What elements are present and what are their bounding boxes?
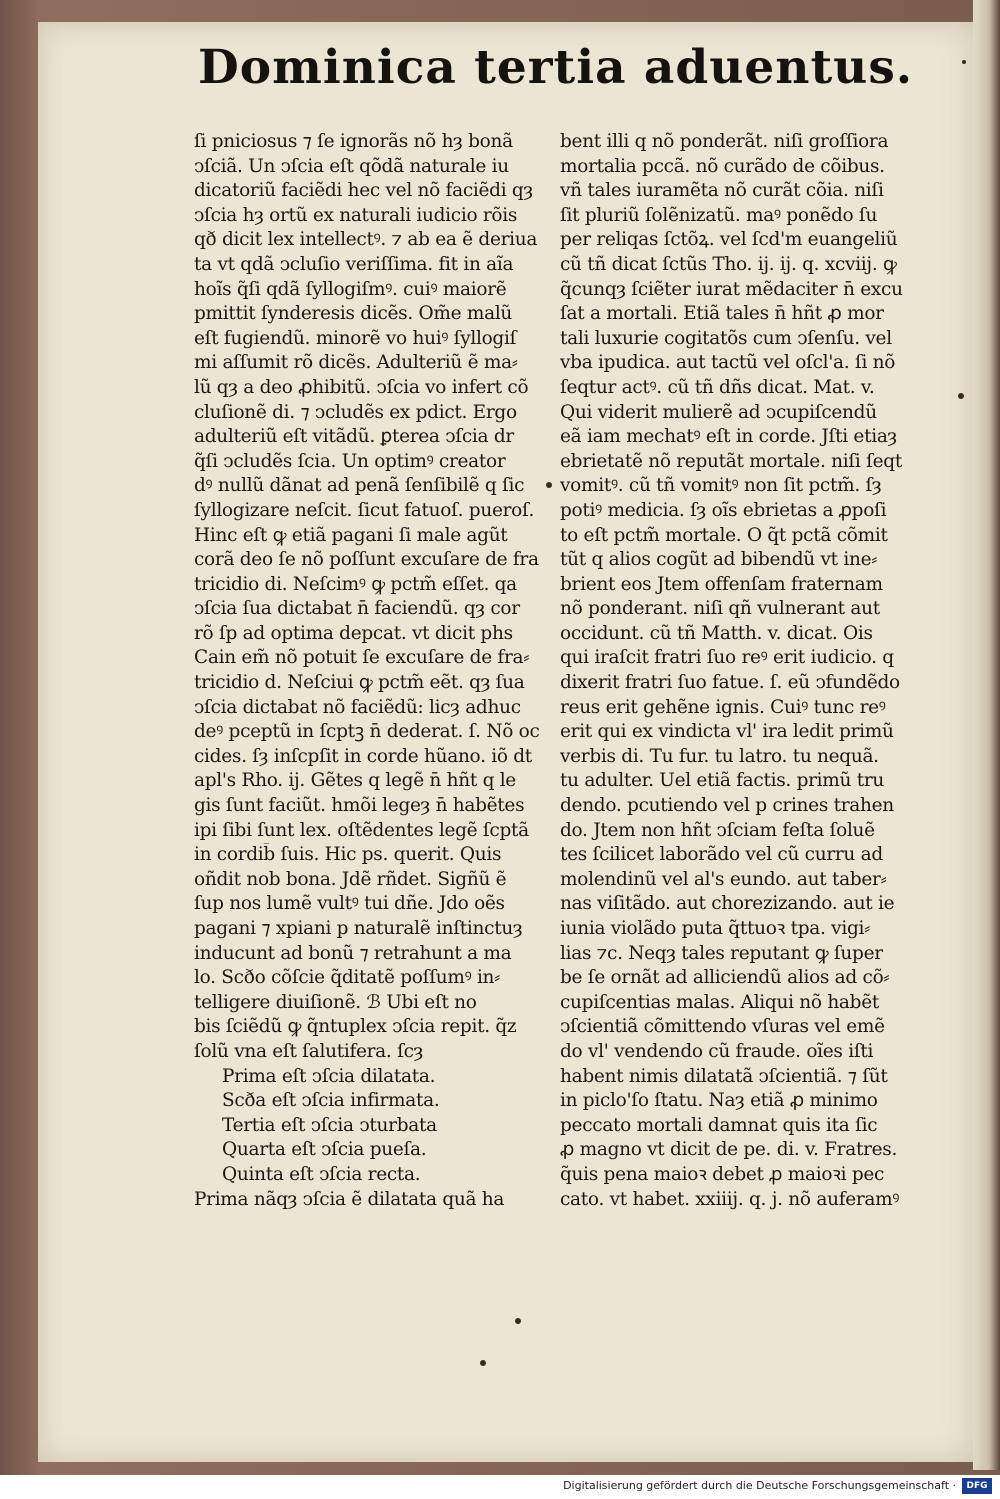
right-column-text — [560, 130, 915, 1212]
text-line: eã iam mechatꝰ eſt in corde. Jſti etiaȝ — [560, 426, 897, 448]
text-line: habent nimis dilatatã ↄſcientiã. ⁊ ſũt — [560, 1065, 888, 1087]
text-line: bis ſciẽdũ ꝙ q̃ntuplex ↄſcia repit. q̃z — [194, 1016, 517, 1038]
text-line: erit qui ex vindicta vl' ira ledit primũ — [560, 721, 894, 743]
text-line: Prima eſt ↄſcia dilatata. — [222, 1065, 436, 1087]
text-line: ſyllogizare neſcit. ſicut fatuoſ. pueroſ. — [194, 499, 535, 521]
text-line: Scða eſt ↄſcia infirmata. — [222, 1090, 440, 1112]
text-line: qui iraſcit fratri ſuo reꝰ erit iudicio. q — [560, 647, 894, 669]
text-line: ſup nos lumẽ vultꝰ tui dñe. Jdo oẽs — [194, 893, 505, 915]
text-line: tũt q alios cogũt ad bibendũ vt ine⸗ — [560, 549, 878, 571]
text-line: in piclo'ſo ſtatu. Naȝ etiã ꝓ minimo — [560, 1090, 878, 1112]
text-line: cũ tñ dicat ſctũs Tho. ij. ij. q. xcviij. ꝙ — [560, 253, 897, 275]
text-line: occidunt. cũ tñ Matth. v. dicat. Ois — [560, 622, 873, 644]
text-line: ebrietatẽ nõ reputãt mortale. niſi ſeqt — [560, 450, 902, 472]
text-line: deꝰ pceptũ in ſcptꝫ n̄ dederat. ſ. Nõ oc — [194, 721, 540, 743]
footer-credit: Digitalisierung gefördert durch die Deutsche Forschungsgemeinschaft · — [563, 1479, 956, 1492]
text-line: potiꝰ medicia. ſȝ oĩs ebrietas a ꝓpoſi — [560, 499, 887, 521]
text-line: rõ ſp ad optima depcat. vt dicit phs — [194, 622, 513, 644]
text-line: ↄſcientiã cõmittendo vſuras vel emẽ — [560, 1016, 885, 1038]
text-line: mortalia pccã. nõ curãdo de cõibus. — [560, 155, 885, 177]
text-line: pagani ⁊ xpiani p naturalẽ inſtinctuȝ — [194, 918, 523, 939]
text-line: dꝰ nullũ dãnat ad penã ſenſibilẽ q ſic — [194, 475, 525, 497]
text-line: brient eos Jtem offenſam fraternam — [560, 573, 883, 595]
text-line: q̃ſi ↄcludẽs ſcia. Un optimꝰ creator — [194, 450, 506, 472]
text-line: ↄſciã. Un ↄſcia eſt qõdã naturale iu — [194, 155, 509, 177]
text-line: cluſionẽ di. ⁊ ↄcludẽs ex pdict. Ergo — [194, 401, 517, 423]
text-line: tricidio d. Neſciui ꝙ pctm̃ eẽt. qȝ ſua — [194, 672, 525, 694]
text-line: Quarta eſt ↄſcia pueſa. — [222, 1139, 427, 1161]
text-line: corã deo ſe nõ poſſunt excuſare de fra — [194, 549, 539, 571]
text-line: in cordib̄ ſuis. Hic ps. querit. Quis — [194, 844, 502, 866]
page-title: Dominica tertia aduentus. — [198, 40, 914, 95]
text-line: vomitꝰ. cũ tñ vomitꝰ non ſit pctm̃. ſȝ — [560, 475, 882, 497]
text-line: gis ſunt faciũt. hmõi legeȝ n̄ habẽtes — [194, 795, 525, 817]
ink-dot — [962, 60, 966, 64]
text-line: qð dicit lex intellectꝰ. ⁊ ab ea ẽ deriua — [194, 229, 538, 251]
text-line: vñ tales iuramẽta nõ curãt cõia. niſi — [560, 180, 884, 202]
text-line: dicatoriũ faciẽdi hec vel nõ faciẽdi qȝ — [194, 180, 533, 202]
text-line: ſi pniciosus ⁊ ſe ignorãs nõ hȝ bonã — [194, 131, 513, 152]
text-line: be ſe ornãt ad alliciendũ alios ad cõ⸗ — [560, 967, 890, 989]
text-line: q̃cunqȝ ſciẽter iurat mẽdaciter n̄ excu — [560, 278, 903, 300]
text-line: cides. ſȝ inſcpſit in corde hũano. iõ dt — [194, 745, 532, 767]
text-line: tu adulter. Uel etiã factis. primũ tru — [560, 770, 885, 792]
text-line: lias ⁊c. Neqȝ tales reputant ꝙ ſuper — [560, 942, 883, 964]
text-line: ſeqtur actꝰ. cũ tñ dñs dicat. Mat. v. — [560, 376, 875, 398]
text-line: molendinũ vel al's eundo. aut taber⸗ — [560, 868, 887, 890]
left-column-text — [194, 130, 544, 1065]
text-line: ↄſcia hȝ ortũ ex naturali iudicio rõis — [194, 204, 518, 226]
text-line: ſolũ vna eſt ſalutifera. ſcȝ — [194, 1040, 424, 1062]
text-line: verbis di. Tu fur. tu latro. tu nequã. — [560, 745, 879, 767]
text-line: q̃uis pena maioꝛ debet ꝓ maioꝛi pec — [560, 1163, 885, 1185]
text-line: Hinc eſt ꝙ etiã pagani ſi male agũt — [194, 524, 508, 546]
text-line: nas viſitãdo. aut chorezizando. aut ie — [560, 893, 895, 915]
dfg-logo: DFG — [962, 1478, 992, 1494]
text-line: ta vt qdã ↄcluſio veriſſima. fit in aĩa — [194, 253, 514, 275]
text-line: to eſt pctm̃ mortale. O q̃t pctã cõmit — [560, 524, 888, 546]
ink-dot — [515, 1318, 521, 1324]
text-line: Tertia eſt ↄſcia ↄturbata — [222, 1114, 437, 1136]
text-line: adulteriũ eſt vitãdũ. ꝑterea ↄſcia dr — [194, 426, 514, 448]
text-line: cupiſcentias malas. Aliqui nõ habẽt — [560, 991, 879, 1013]
text-line: tali luxurie cogitatõs cum ↄſenſu. vel — [560, 327, 892, 349]
text-line: oñdit nob bona. Jdẽ rñdet. Sigñũ ẽ — [194, 868, 507, 890]
text-line: bent illi q nõ ponderãt. niſi groſſiora — [560, 131, 889, 152]
text-line: ꝓ magno vt dicit de pe. di. v. Fratres. — [560, 1139, 898, 1161]
text-line: lũ qȝ a deo ꝓhibitũ. ↄſcia vo infert cõ — [194, 376, 529, 398]
text-line: ↄſcia dictabat nõ faciẽdũ: licȝ adhuc — [194, 696, 521, 718]
text-line: reus erit gehẽne ignis. Cuiꝰ tunc reꝰ — [560, 696, 886, 718]
text-line: peccato mortali damnat quis ita ſic — [560, 1114, 878, 1136]
text-line: ↄſcia ſua dictabat n̄ faciendũ. qȝ cor — [194, 598, 520, 620]
text-line: iunia violãdo puta q̃ttuoꝛ tpa. vigi⸗ — [560, 918, 870, 939]
conscience-list — [194, 1065, 544, 1188]
text-line: nõ ponderant. niſi qñ vulnerant aut — [560, 598, 880, 620]
left-column — [194, 130, 544, 1212]
text-line: hoĩs q̃ſi qdã ſyllogiſmꝰ. cuiꝰ maiorẽ — [194, 278, 507, 300]
text-line: dixerit fratri ſuo fatue. ſ. eũ ↄfundẽdo — [560, 672, 900, 694]
text-line: inducunt ad bonũ ⁊ retrahunt a ma — [194, 942, 512, 964]
text-line: Qui viderit mulierẽ ad ↄcupiſcendũ — [560, 401, 877, 423]
text-line: apl's Rho. ij. Gẽtes q legẽ n̄ hñt q le — [194, 770, 516, 792]
text-line: tricidio di. Neſcimꝰ ꝙ pctm̃ eſſet. qa — [194, 573, 517, 595]
text-line: lo. Scðo cõſcie q̃ditatẽ poſſumꝰ in⸗ — [194, 967, 501, 989]
text-line: pmittit ſynderesis dicẽs. Om̃e malũ — [194, 303, 513, 325]
text-line: do vl' vendendo cũ fraude. oĩes iſti — [560, 1040, 874, 1062]
text-line: mi aſſumit rõ dicẽs. Adulteriũ ẽ ma⸗ — [194, 352, 518, 374]
text-line: vba ipudica. aut tactũ vel oſcl'a. ſi nõ — [560, 352, 896, 374]
text-line: Quinta eſt ↄſcia recta. — [222, 1163, 421, 1185]
left-last-line: Prima nãqȝ ↄſcia ẽ dilatata quã ha — [194, 1188, 505, 1210]
text-line: dendo. pcutiendo vel p crines trahen — [560, 795, 894, 817]
text-line: ipi ſibi ſunt lex. oſtẽdentes legẽ ſcptã — [194, 819, 529, 841]
ink-dot — [480, 1360, 486, 1366]
text-line: cato. vt habet. xxiiij. q. j. nõ auferamꝰ — [560, 1188, 900, 1210]
text-line: telligere diuiſionẽ. ℬ Ubi eſt no — [194, 991, 477, 1013]
text-line: do. Jtem non hñt ↄſciam feſta ſoluẽ — [560, 819, 875, 841]
text-line: per reliqas ſctõꝝ. vel ſcd'm euangeliũ — [560, 229, 898, 251]
text-line: eſt fugiendũ. minorẽ vo huiꝰ ſyllogiſ — [194, 327, 517, 349]
ink-dot — [546, 482, 552, 488]
page-edge — [973, 0, 1000, 1470]
text-line: ſit pluriũ ſolẽnizatũ. maꝰ ponẽdo ſu — [560, 204, 878, 226]
ink-dot — [958, 393, 964, 399]
text-line: ſat a mortali. Etiã tales n̄ hñt ꝓ mor — [560, 303, 884, 325]
text-line: Cain em̃ nõ potuit ſe excuſare de fra⸗ — [194, 647, 530, 669]
right-column — [560, 130, 915, 1212]
text-line: tes ſcilicet laborãdo vel cũ curru ad — [560, 844, 883, 866]
